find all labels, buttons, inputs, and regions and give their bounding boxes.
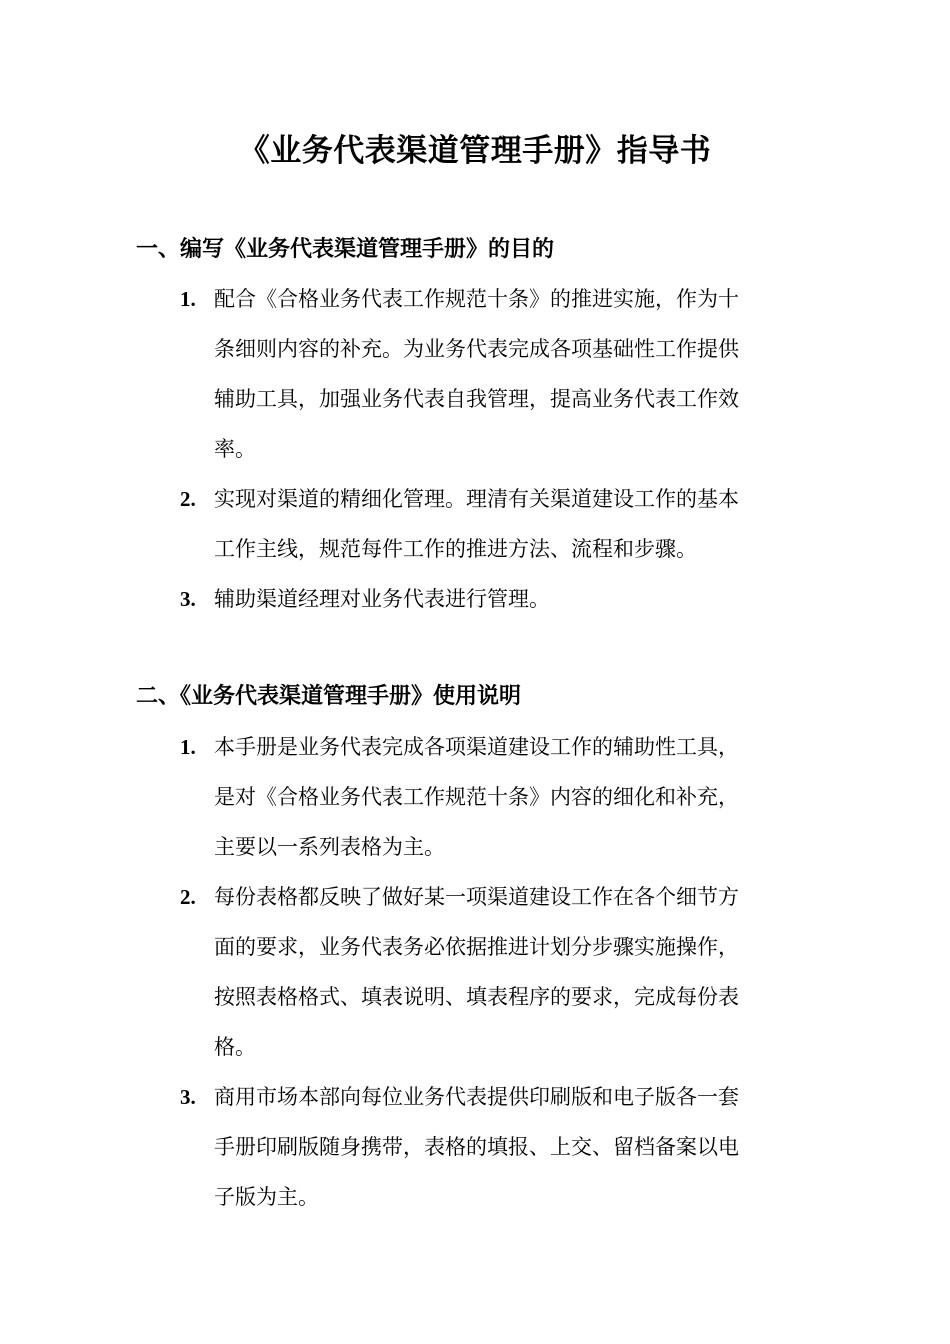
list-item-line: 是对《合格业务代表工作规范十条》内容的细化和补充， xyxy=(214,785,739,809)
list-item-line: 实现对渠道的精细化管理。理清有关渠道建设工作的基本 xyxy=(214,487,739,511)
list-item-line: 条细则内容的补充。为业务代表完成各项基础性工作提供 xyxy=(214,337,739,361)
list-item-line: 率。 xyxy=(214,437,256,461)
list-item-line: 辅助渠道经理对业务代表进行管理。 xyxy=(214,587,550,611)
list-item-line: 每份表格都反映了做好某一项渠道建设工作在各个细节方 xyxy=(214,885,739,909)
document-title: 《业务代表渠道管理手册》指导书 xyxy=(238,133,712,169)
section-heading: 一、编写《业务代表渠道管理手册》的目的 xyxy=(136,237,555,262)
list-item-number: 2. xyxy=(180,885,196,909)
list-item-line: 手册印刷版随身携带，表格的填报、上交、留档备案以电 xyxy=(214,1135,739,1159)
list-item-line: 面的要求，业务代表务必依据推进计划分步骤实施操作， xyxy=(214,935,739,959)
list-item-number: 1. xyxy=(180,287,196,311)
list-item-number: 3. xyxy=(180,587,196,611)
list-item-line: 按照表格格式、填表说明、填表程序的要求，完成每份表 xyxy=(214,985,739,1009)
section-heading: 二、《业务代表渠道管理手册》使用说明 xyxy=(136,684,522,709)
list-item-line: 配合《合格业务代表工作规范十条》的推进实施，作为十 xyxy=(214,287,739,311)
list-item-number: 3. xyxy=(180,1085,196,1109)
list-item-line: 商用市场本部向每位业务代表提供印刷版和电子版各一套 xyxy=(214,1085,739,1109)
list-item-line: 主要以一系列表格为主。 xyxy=(214,835,445,859)
list-item-line: 格。 xyxy=(214,1035,256,1059)
list-item-line: 工作主线，规范每件工作的推进方法、流程和步骤。 xyxy=(214,537,697,561)
list-item-number: 1. xyxy=(180,735,196,759)
list-item-line: 子版为主。 xyxy=(214,1185,319,1209)
list-item-line: 本手册是业务代表完成各项渠道建设工作的辅助性工具， xyxy=(214,735,739,759)
list-item-line: 辅助工具，加强业务代表自我管理，提高业务代表工作效 xyxy=(214,387,739,411)
list-item-number: 2. xyxy=(180,487,196,511)
